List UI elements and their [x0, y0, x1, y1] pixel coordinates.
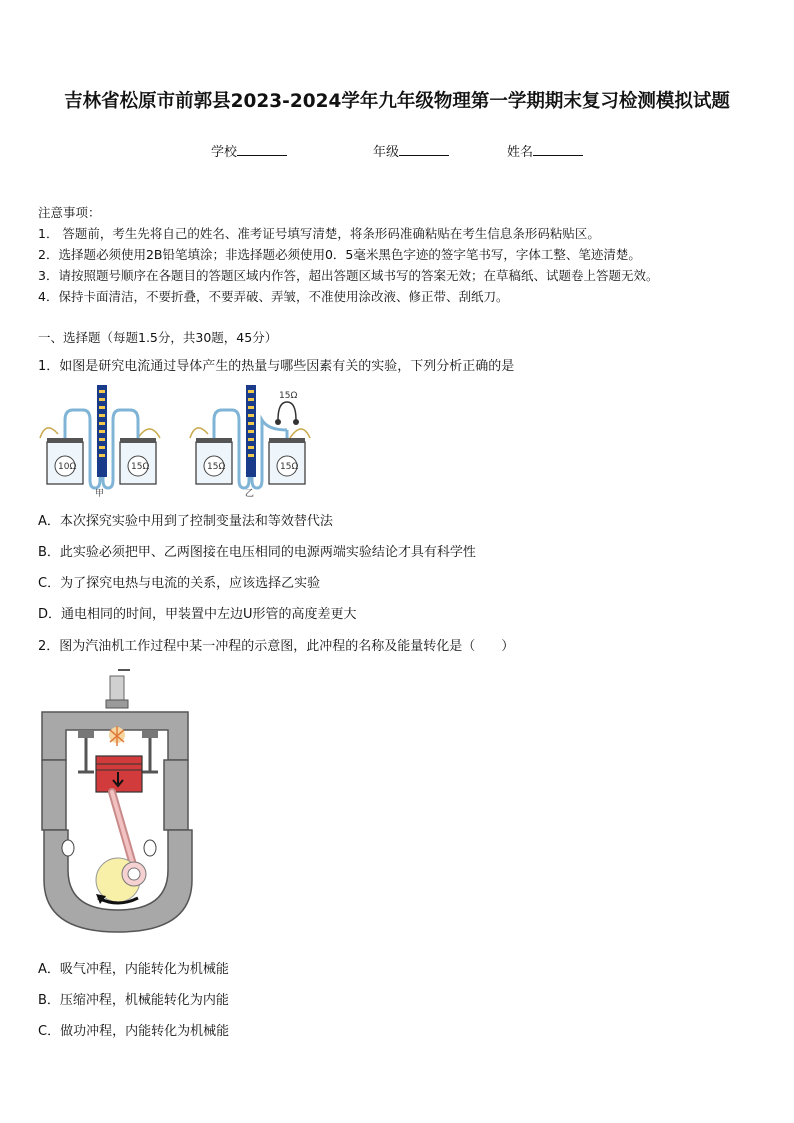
grade-blank[interactable] [399, 142, 449, 156]
resistor-label: 10Ω [58, 462, 77, 472]
q2-option-a[interactable]: A．吸气冲程，内能转化为机械能 [38, 962, 229, 977]
note-item: 1． 答题前，考生先将自己的姓名、准考证号填写清楚，将条形码准确粘贴在考生信息条形码粘贴区。 [38, 226, 600, 241]
resistor-label: 15Ω [280, 462, 299, 472]
figure-caption-left: 甲 [95, 489, 105, 498]
resistor-label: 15Ω [207, 462, 226, 472]
resistor-label: 15Ω [279, 391, 298, 401]
question-1-stem: 1．如图是研究电流通过导体产生的热量与哪些因素有关的实验，下列分析正确的是 [38, 359, 515, 374]
figure-caption-right: 乙 [245, 489, 255, 498]
q1-option-c[interactable]: C．为了探究电热与电流的关系，应该选择乙实验 [38, 576, 321, 591]
note-item: 3．请按照题号顺序在各题目的答题区域内作答，超出答题区域书写的答案无效；在草稿纸、试题卷上答题无效。 [38, 268, 659, 283]
section-heading: 一、选择题（每题1.5分，共30题，45分） [38, 330, 278, 345]
q2-option-c[interactable]: C．做功冲程，内能转化为机械能 [38, 1024, 230, 1039]
q1-option-a[interactable]: A．本次探究实验中用到了控制变量法和等效替代法 [38, 514, 333, 529]
name-blank[interactable] [533, 142, 583, 156]
q1-option-d[interactable]: D．通电相同的时间，甲装置中左边U形管的高度差更大 [38, 607, 357, 622]
grade-label: 年级 [373, 145, 400, 160]
note-item: 4．保持卡面清洁，不要折叠，不要弄破、弄皱，不准使用涂改液、修正带、刮纸刀。 [38, 289, 509, 304]
joule-heating-figure [38, 380, 313, 498]
school-label: 学校 [211, 145, 238, 160]
notes-heading: 注意事项： [38, 205, 101, 220]
q2-option-b[interactable]: B．压缩冲程，机械能转化为内能 [38, 993, 229, 1008]
page-title: 吉林省松原市前郭县2023-2024学年九年级物理第一学期期末复习检测模拟试题 [64, 91, 730, 112]
q1-option-b[interactable]: B．此实验必须把甲、乙两图接在电压相同的电源两端实验结论才具有科学性 [38, 545, 476, 560]
engine-stroke-figure [38, 660, 198, 940]
apparatus-left [40, 385, 160, 498]
note-item: 2．选择题必须使用2B铅笔填涂；非选择题必须使用0．5毫米黑色字迹的签字笔书写，字体工整、笔迹清楚。 [38, 247, 641, 262]
name-field [507, 141, 583, 160]
school-field [211, 141, 287, 160]
apparatus-right [190, 385, 310, 498]
resistor-label: 15Ω [131, 462, 150, 472]
question-2-stem: 2．图为汽油机工作过程中某一冲程的示意图，此冲程的名称及能量转化是（ ） [38, 639, 515, 654]
name-label: 姓名 [507, 145, 534, 160]
school-blank[interactable] [237, 142, 287, 156]
grade-field [373, 141, 449, 160]
